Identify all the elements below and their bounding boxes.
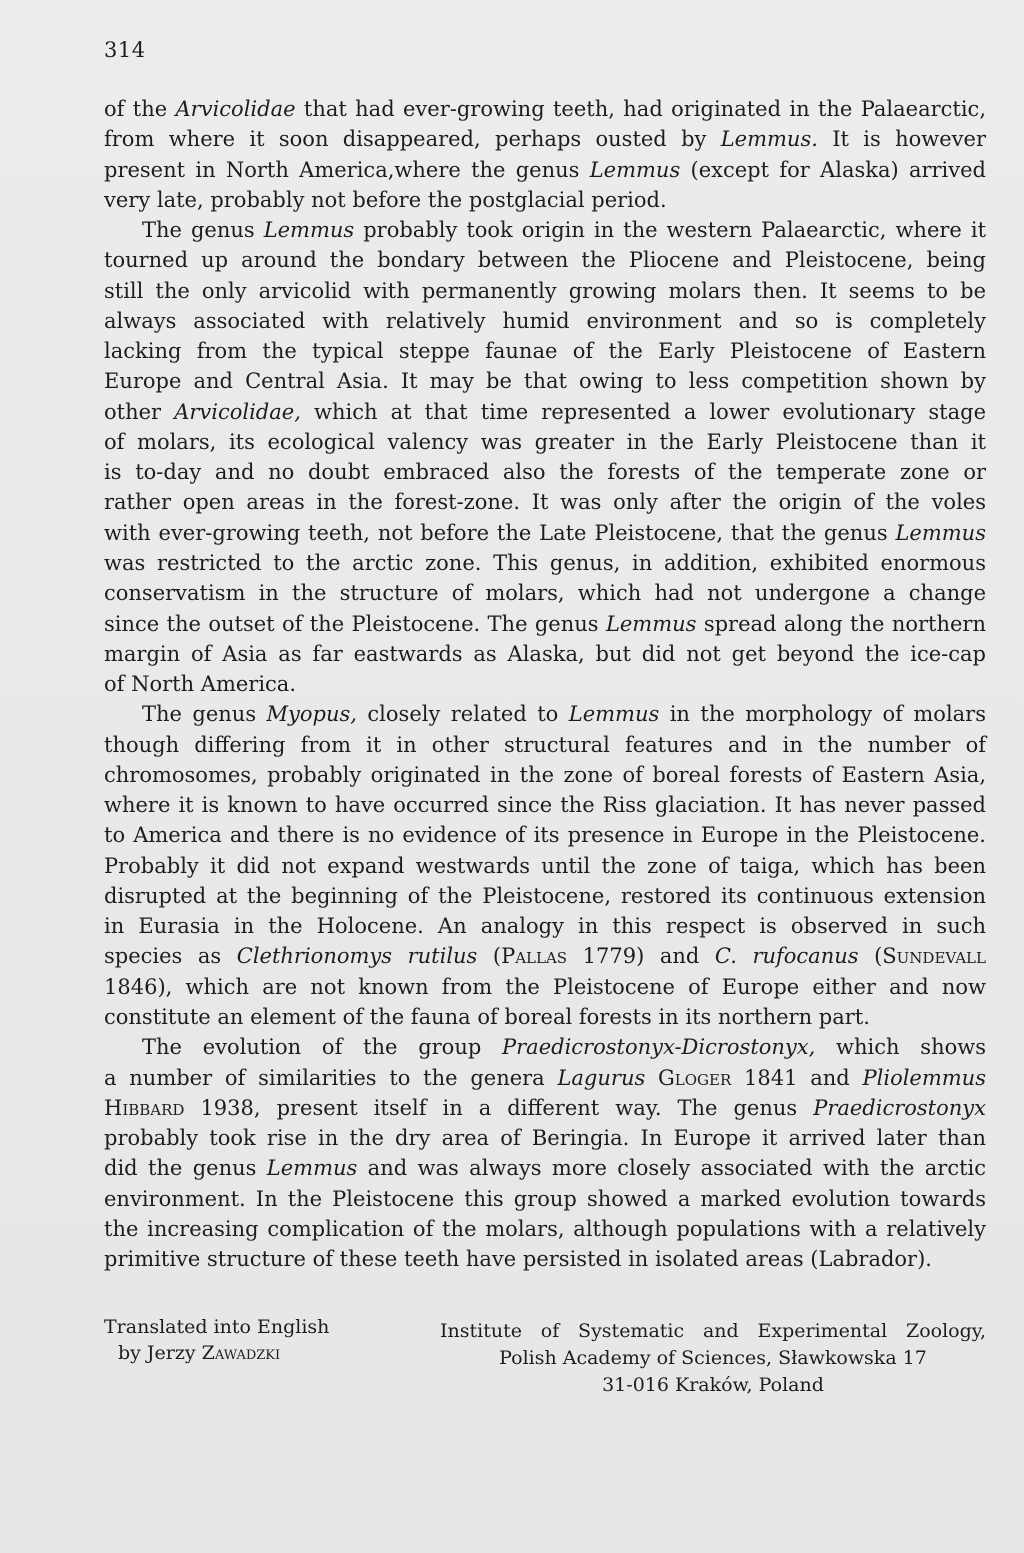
text-line: [104, 1093, 986, 1123]
text-segment: 1846), which are not known from the Pleistocene of Europe either and now: [104, 974, 986, 999]
text-segment: It is however: [817, 127, 987, 152]
text-segment: in Eurasia in the Holocene. An analogy in this respect is observed in such: [104, 914, 986, 939]
text-line: [104, 941, 986, 971]
text-segment: 1841 and: [731, 1065, 863, 1090]
text-line: [104, 639, 986, 669]
text-segment: [645, 1066, 658, 1090]
text-line: [104, 276, 986, 306]
text-segment: probably took rise in the dry area of Beringia. In Europe it arrived later than: [104, 1126, 986, 1151]
text-line: [104, 427, 986, 457]
text-line: [104, 518, 986, 548]
translator-credit: [104, 1314, 329, 1366]
text-segment: other: [104, 399, 175, 424]
text-segment: of the: [104, 97, 176, 121]
text-line: [104, 1002, 986, 1032]
text-line: [104, 397, 986, 427]
italic-taxon: Praedicrostonyx: [813, 1095, 986, 1120]
text-line: [104, 215, 986, 245]
text-segment: The genus: [142, 218, 264, 243]
text-line: [104, 1123, 986, 1153]
text-segment: still the only arvicolid with permanently growing molars then. It seems to be: [104, 278, 986, 303]
text-line: [104, 366, 986, 396]
text-line: [104, 820, 986, 850]
italic-taxon: Lemmus: [568, 702, 660, 727]
text-segment: and was always more closely associated with the arctic: [357, 1156, 986, 1181]
text-segment: where it is known to have occurred since the Riss glaciation. It has never passed: [104, 793, 986, 818]
text-line: [104, 155, 986, 185]
translator-line-2: [104, 1340, 329, 1366]
body-text: [104, 94, 986, 1274]
text-line: [104, 1063, 986, 1093]
text-line: [104, 578, 986, 608]
text-segment: the increasing complication of the molars, although populations with a relatively: [104, 1216, 986, 1241]
translator-prefix: by Jerzy: [118, 1342, 202, 1364]
institute-line-1: Institute of Systematic and Experimental Zoology,: [440, 1320, 986, 1342]
text-segment: a number of similarities to the genera: [104, 1065, 558, 1090]
text-segment: margin of Asia as far eastwards as Alaska, but did not get beyond the ice-cap: [104, 641, 986, 666]
text-segment: with ever-growing teeth, not before the Late Pleistocene, that the genus: [104, 520, 896, 545]
text-segment: primitive structure of these teeth have persisted in isolated areas (Labrador).: [104, 1247, 932, 1272]
text-segment: (: [477, 944, 502, 969]
text-line: [104, 1032, 986, 1062]
text-segment: did the genus: [104, 1156, 267, 1181]
text-line: [104, 94, 986, 124]
text-segment: that had ever-growing teeth, had originated in the Palaearctic,: [295, 97, 986, 121]
text-segment: disrupted at the beginning of the Pleistocene, restored its continuous extension: [104, 883, 986, 908]
italic-taxon: Pliolemmus: [862, 1065, 986, 1090]
text-segment: present in North America,where the genus: [104, 157, 590, 182]
text-segment: from where it soon disappeared, perhaps ousted by: [104, 127, 721, 152]
italic-taxon: Praedicrostonyx-Dicrostonyx,: [502, 1035, 816, 1060]
text-segment: in the morphology of molars: [659, 702, 986, 727]
text-segment: always associated with relatively humid environment and so is completely: [104, 308, 986, 333]
translator-line-1: Translated into English: [104, 1316, 330, 1338]
page-number: 314: [104, 38, 146, 62]
text-segment: tourned up around the bondary between the Pliocene and Pleistocene, being: [104, 248, 986, 273]
text-line: [104, 851, 986, 881]
text-segment: of North America.: [104, 672, 297, 697]
text-segment: The genus: [142, 702, 267, 727]
text-line: [104, 730, 986, 760]
text-segment: which shows: [815, 1035, 986, 1060]
text-line: [104, 457, 986, 487]
italic-taxon: Arvicolidae,: [174, 399, 301, 424]
author-name: Hibbard: [104, 1095, 185, 1120]
text-line: [104, 609, 986, 639]
text-line: [104, 881, 986, 911]
institute-line-2: Polish Academy of Sciences, Sławkowska 17: [499, 1347, 927, 1369]
italic-taxon: Lemmus: [266, 1156, 358, 1181]
text-segment: was restricted to the arctic zone. This genus, in addition, exhibited enormous: [104, 550, 986, 575]
text-segment: probably took origin in the western Palaearctic, where it: [354, 218, 987, 243]
text-line: [104, 548, 986, 578]
italic-taxon: Arvicolidae: [175, 97, 296, 121]
italic-taxon: Lemmus: [605, 611, 697, 636]
text-line: [104, 1214, 986, 1244]
italic-taxon: Lagurus: [557, 1065, 646, 1090]
text-line: [104, 185, 986, 215]
text-segment: rather open areas in the forest-zone. It was only after the origin of the voles: [104, 490, 986, 515]
text-segment: Europe and Central Asia. It may be that owing to less competition shown by: [104, 369, 986, 394]
text-line: [104, 1184, 986, 1214]
text-line: [104, 487, 986, 517]
text-segment: (except for Alaska) arrived: [680, 157, 987, 182]
text-segment: 1779) and: [567, 944, 715, 969]
text-line: [104, 1153, 986, 1183]
text-segment: conservatism in the structure of molars, which had not undergone a change: [104, 581, 986, 606]
institute-line-3: 31-016 Kraków, Poland: [602, 1374, 824, 1396]
italic-taxon: Myopus,: [266, 702, 357, 727]
text-segment: chromosomes, probably originated in the zone of boreal forests of Eastern Asia,: [104, 762, 986, 787]
translator-name: Zawadzki: [201, 1342, 281, 1364]
text-line: [104, 972, 986, 1002]
text-segment: to America and there is no evidence of its presence in Europe in the Pleistocene.: [104, 823, 986, 848]
italic-taxon: Clethrionomys rutilus: [236, 944, 478, 969]
text-segment: environment. In the Pleistocene this group showed a marked evolution towards: [104, 1186, 986, 1211]
text-line: [104, 306, 986, 336]
text-segment: is to-day and no doubt embraced also the forests of the temperate zone or: [104, 460, 986, 485]
author-name: Gloger: [658, 1065, 732, 1090]
text-segment: which at that time represented a lower evolutionary stage: [300, 399, 986, 424]
author-name: Sundevall: [882, 944, 986, 969]
text-segment: of molars, its ecological valency was greater in the Early Pleistocene than it: [104, 429, 986, 454]
author-name: Pallas: [501, 944, 568, 969]
text-segment: 1938, present itself in a different way. The genus: [184, 1095, 814, 1120]
text-segment: since the outset of the Pleistocene. The genus: [104, 611, 606, 636]
italic-taxon: Lemmus: [263, 218, 355, 243]
text-segment: spread along the northern: [696, 611, 986, 636]
text-line: [104, 790, 986, 820]
text-segment: (: [858, 944, 883, 969]
text-line: [104, 760, 986, 790]
text-line: [104, 336, 986, 366]
text-line: [104, 245, 986, 275]
text-segment: The evolution of the group: [142, 1035, 503, 1060]
italic-taxon: Lemmus: [589, 157, 681, 182]
text-segment: lacking from the typical steppe faunae of the Early Pleistocene of Eastern: [104, 339, 986, 364]
text-line: [104, 1244, 986, 1274]
text-segment: though differing from it in other structural features and in the number of: [104, 732, 986, 757]
text-segment: very late, probably not before the postglacial period.: [104, 187, 667, 212]
italic-taxon: C. rufocanus: [714, 944, 859, 969]
text-segment: closely related to: [356, 702, 569, 727]
text-segment: species as: [104, 944, 237, 969]
text-line: [104, 699, 986, 729]
text-segment: Probably it did not expand westwards until the zone of taiga, which has been: [104, 853, 986, 878]
italic-taxon: Lemmus: [895, 520, 986, 545]
text-line: [104, 669, 986, 699]
text-line: [104, 124, 986, 154]
text-segment: constitute an element of the fauna of boreal forests in its northern part.: [104, 1004, 870, 1029]
text-line: [104, 911, 986, 941]
institute-address: [440, 1318, 986, 1399]
italic-taxon: Lemmus.: [720, 127, 818, 152]
